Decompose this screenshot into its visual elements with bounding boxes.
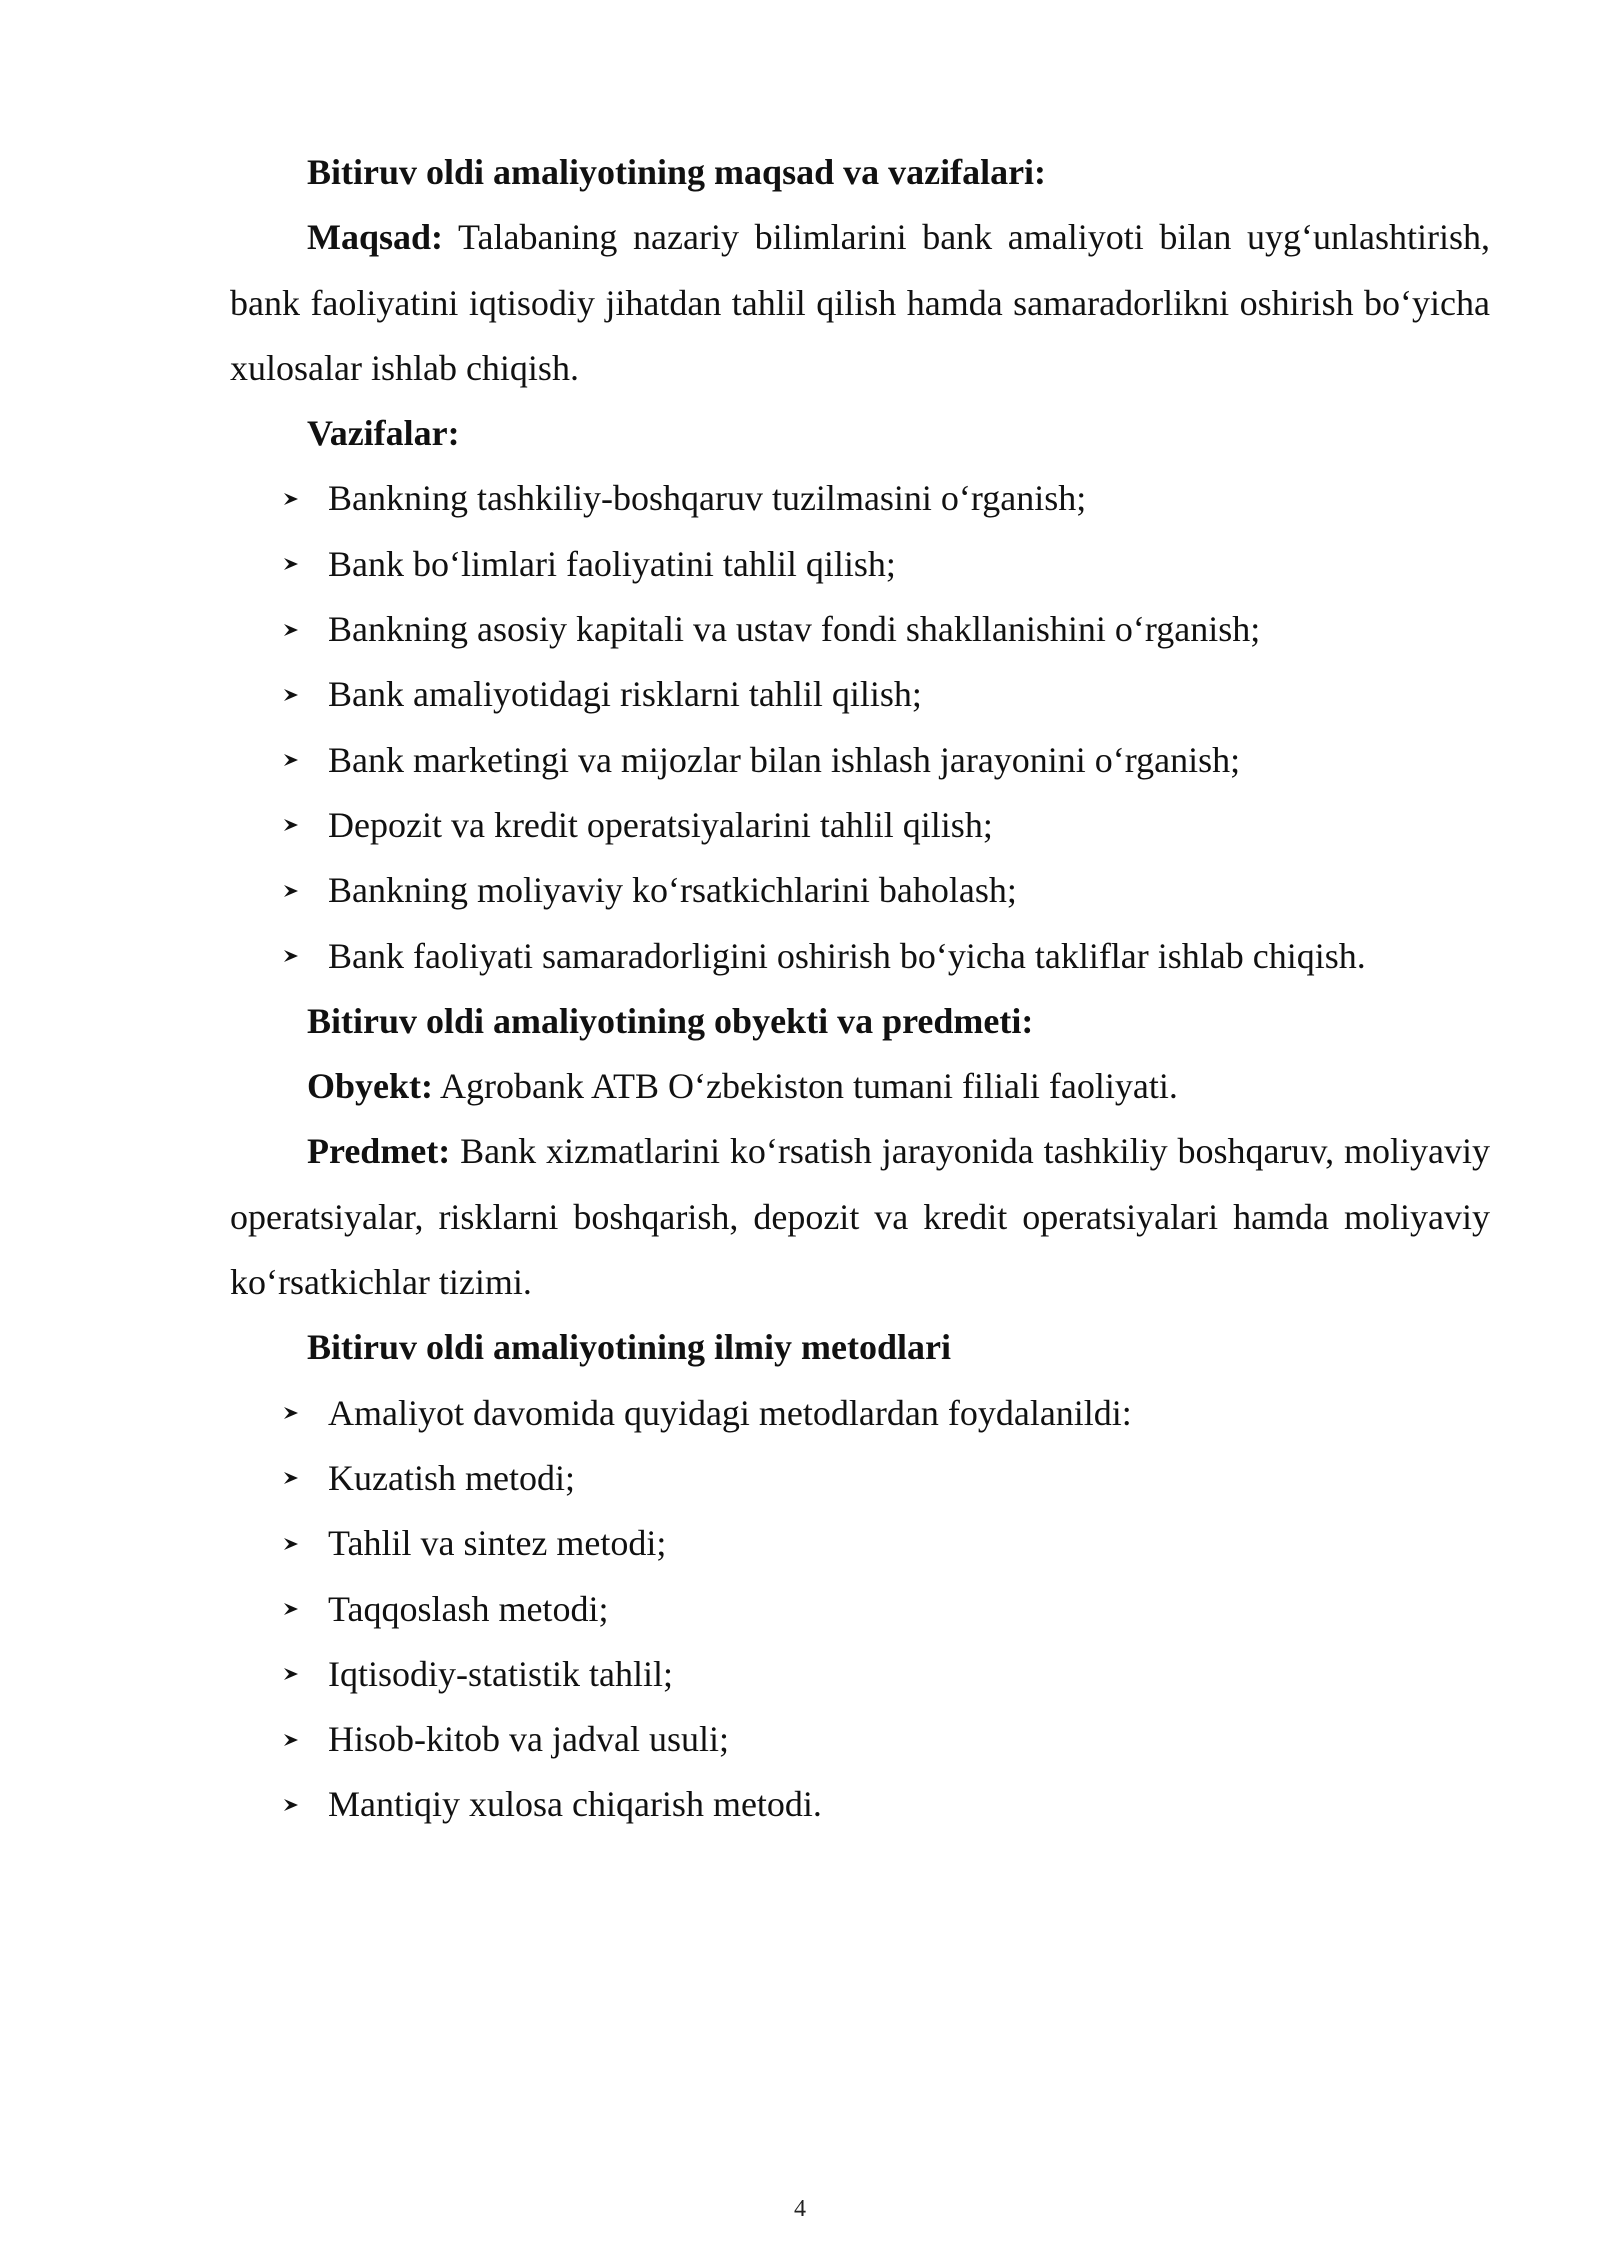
arrowhead-bullet-icon [278, 532, 304, 597]
object-label: Obyekt: [307, 1066, 433, 1107]
tasks-list [230, 466, 1490, 988]
goal-paragraph [230, 205, 1490, 401]
methods-list [230, 1381, 1490, 1838]
subject-paragraph [230, 1119, 1490, 1315]
arrowhead-bullet-icon [278, 466, 304, 531]
arrowhead-bullet-icon [278, 1772, 304, 1837]
object-paragraph [230, 1054, 1490, 1119]
page-number: 4 [794, 2196, 806, 2222]
list-item: Bank bo‘limlari faoliyatini tahlil qilish; [230, 532, 1490, 597]
goal-label: Maqsad: [307, 217, 444, 258]
arrowhead-bullet-icon [278, 1511, 304, 1576]
arrowhead-bullet-icon [278, 662, 304, 727]
list-item: Hisob-kitob va jadval usuli; [230, 1707, 1490, 1772]
list-item: Bank amaliyotidagi risklarni tahlil qilish; [230, 662, 1490, 727]
goal-text: Talabaning nazariy bilimlarini bank amaliyoti bilan uyg‘unlashtirish, bank faoliyatini iqtisodiy jihatdan tahlil qilish hamda samaradorlikni oshirish bo‘yicha xulosalar ishlab chiqish. [230, 217, 1490, 388]
arrowhead-bullet-icon [278, 1642, 304, 1707]
arrowhead-bullet-icon [278, 924, 304, 989]
arrowhead-bullet-icon [278, 1381, 304, 1446]
object-heading: Bitiruv oldi amaliyotining obyekti va predmeti: [307, 1000, 1034, 1041]
list-item: Bank marketingi va mijozlar bilan ishlash jarayonini o‘rganish; [230, 728, 1490, 793]
list-item: Bankning asosiy kapitali va ustav fondi shakllanishini o‘rganish; [230, 597, 1490, 662]
list-item: Iqtisodiy-statistik tahlil; [230, 1642, 1490, 1707]
list-item: Amaliyot davomida quyidagi metodlardan foydalanildi: [230, 1381, 1490, 1446]
list-item: Depozit va kredit operatsiyalarini tahlil qilish; [230, 793, 1490, 858]
arrowhead-bullet-icon [278, 728, 304, 793]
methods-heading: Bitiruv oldi amaliyotining ilmiy metodlari [307, 1327, 952, 1368]
list-item: Taqqoslash metodi; [230, 1577, 1490, 1642]
tasks-heading: Vazifalar: [307, 413, 460, 454]
arrowhead-bullet-icon [278, 793, 304, 858]
list-item: Bankning moliyaviy ko‘rsatkichlarini baholash; [230, 858, 1490, 923]
list-item: Bankning tashkiliy-boshqaruv tuzilmasini o‘rganish; [230, 466, 1490, 531]
goals-heading: Bitiruv oldi amaliyotining maqsad va vazifalari: [307, 152, 1047, 192]
list-item: Mantiqiy xulosa chiqarish metodi. [230, 1772, 1490, 1837]
arrowhead-bullet-icon [278, 597, 304, 662]
subject-label: Predmet: [307, 1131, 451, 1172]
arrowhead-bullet-icon [278, 858, 304, 923]
subject-text: Bank xizmatlarini ko‘rsatish jarayonida tashkiliy boshqaruv, moliyaviy operatsiyalar, risklarni boshqarish, depozit va kredit operatsiyalari hamda moliyaviy ko‘rsatkichlar tizimi. [230, 1131, 1490, 1303]
page-body [230, 140, 1490, 1838]
arrowhead-bullet-icon [278, 1707, 304, 1772]
list-item: Tahlil va sintez metodi; [230, 1511, 1490, 1576]
arrowhead-bullet-icon [278, 1577, 304, 1642]
list-item: Bank faoliyati samaradorligini oshirish bo‘yicha takliflar ishlab chiqish. [230, 924, 1490, 989]
object-text: Agrobank ATB O‘zbekiston tumani filiali faoliyati. [433, 1066, 1178, 1107]
list-item: Kuzatish metodi; [230, 1446, 1490, 1511]
arrowhead-bullet-icon [278, 1446, 304, 1511]
